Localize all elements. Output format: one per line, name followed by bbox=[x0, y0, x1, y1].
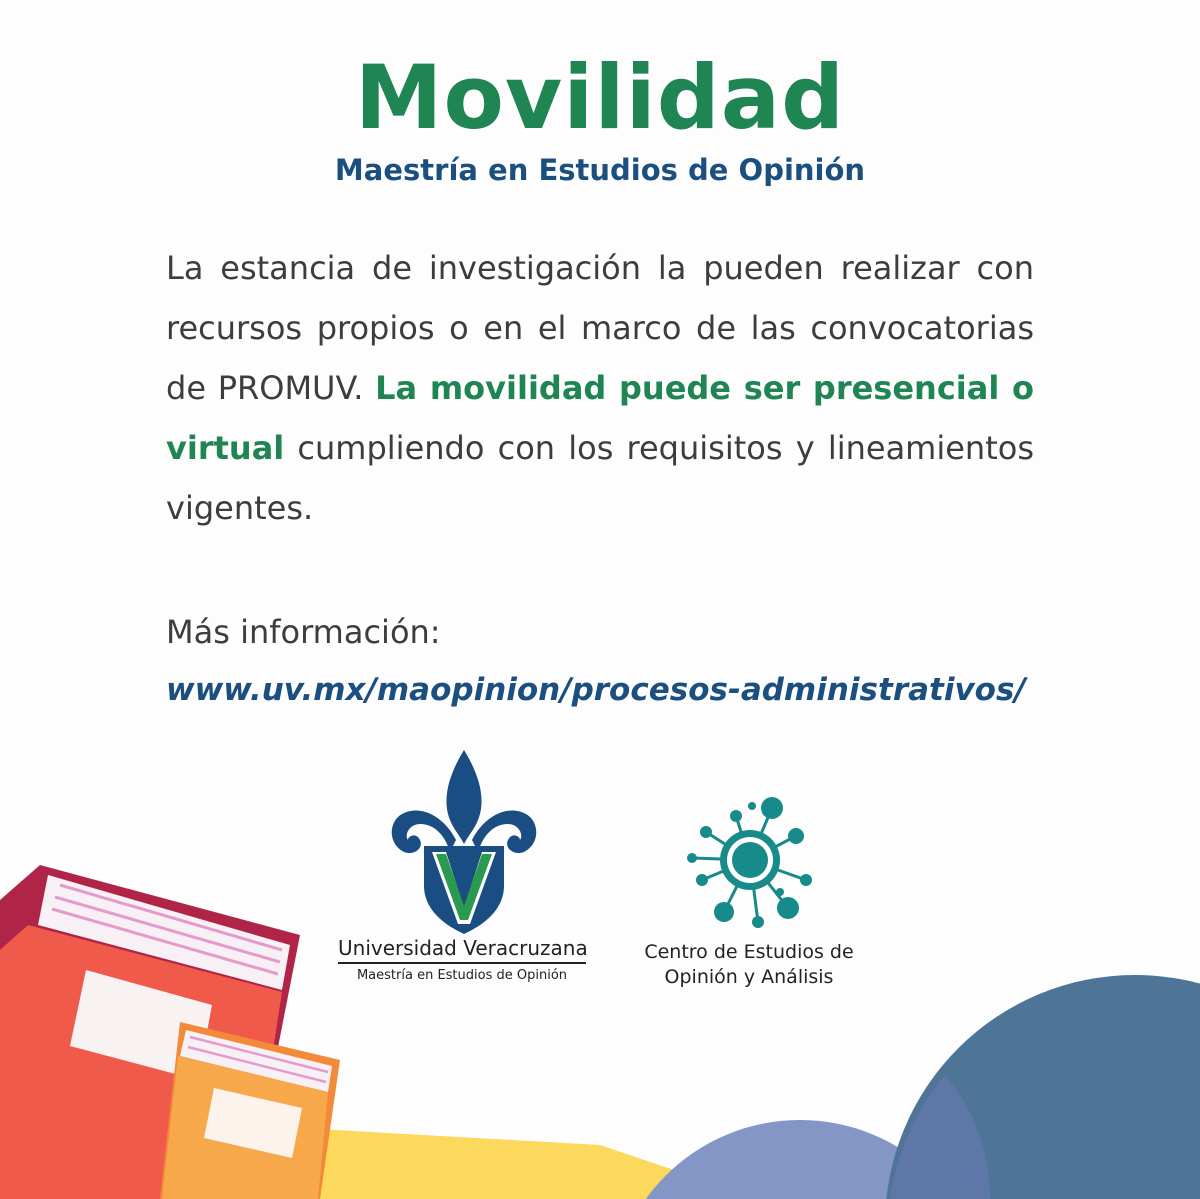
uv-name: Universidad Veracruzana bbox=[338, 935, 586, 964]
orange-book-illustration bbox=[160, 1022, 340, 1199]
uv-fleur-de-lis-logo bbox=[384, 748, 544, 938]
more-info-link[interactable]: www.uv.mx/maopinion/procesos-administrativos/ bbox=[166, 672, 1026, 708]
page-subtitle: Maestría en Estudios de Opinión bbox=[334, 153, 866, 187]
uv-program: Maestría en Estudios de Opinión bbox=[356, 968, 568, 983]
description-text-start: La estancia de investigación la pueden realizar con recursos propios o en el marco de las convocatorias de PROMUV. bbox=[166, 249, 1034, 407]
description-text-end: cumpliendo con los requisitos y lineamientos vigentes. bbox=[166, 429, 1034, 527]
ceoa-name: Centro de Estudios de Opinión y Análisis bbox=[644, 941, 854, 988]
more-info-label: Más información: bbox=[166, 613, 441, 651]
description-paragraph bbox=[166, 238, 1034, 538]
ceoa-network-logo bbox=[680, 796, 820, 931]
description-highlight: La movilidad puede ser presencial o virtual bbox=[166, 369, 1035, 467]
page-title: Movilidad bbox=[354, 46, 846, 149]
